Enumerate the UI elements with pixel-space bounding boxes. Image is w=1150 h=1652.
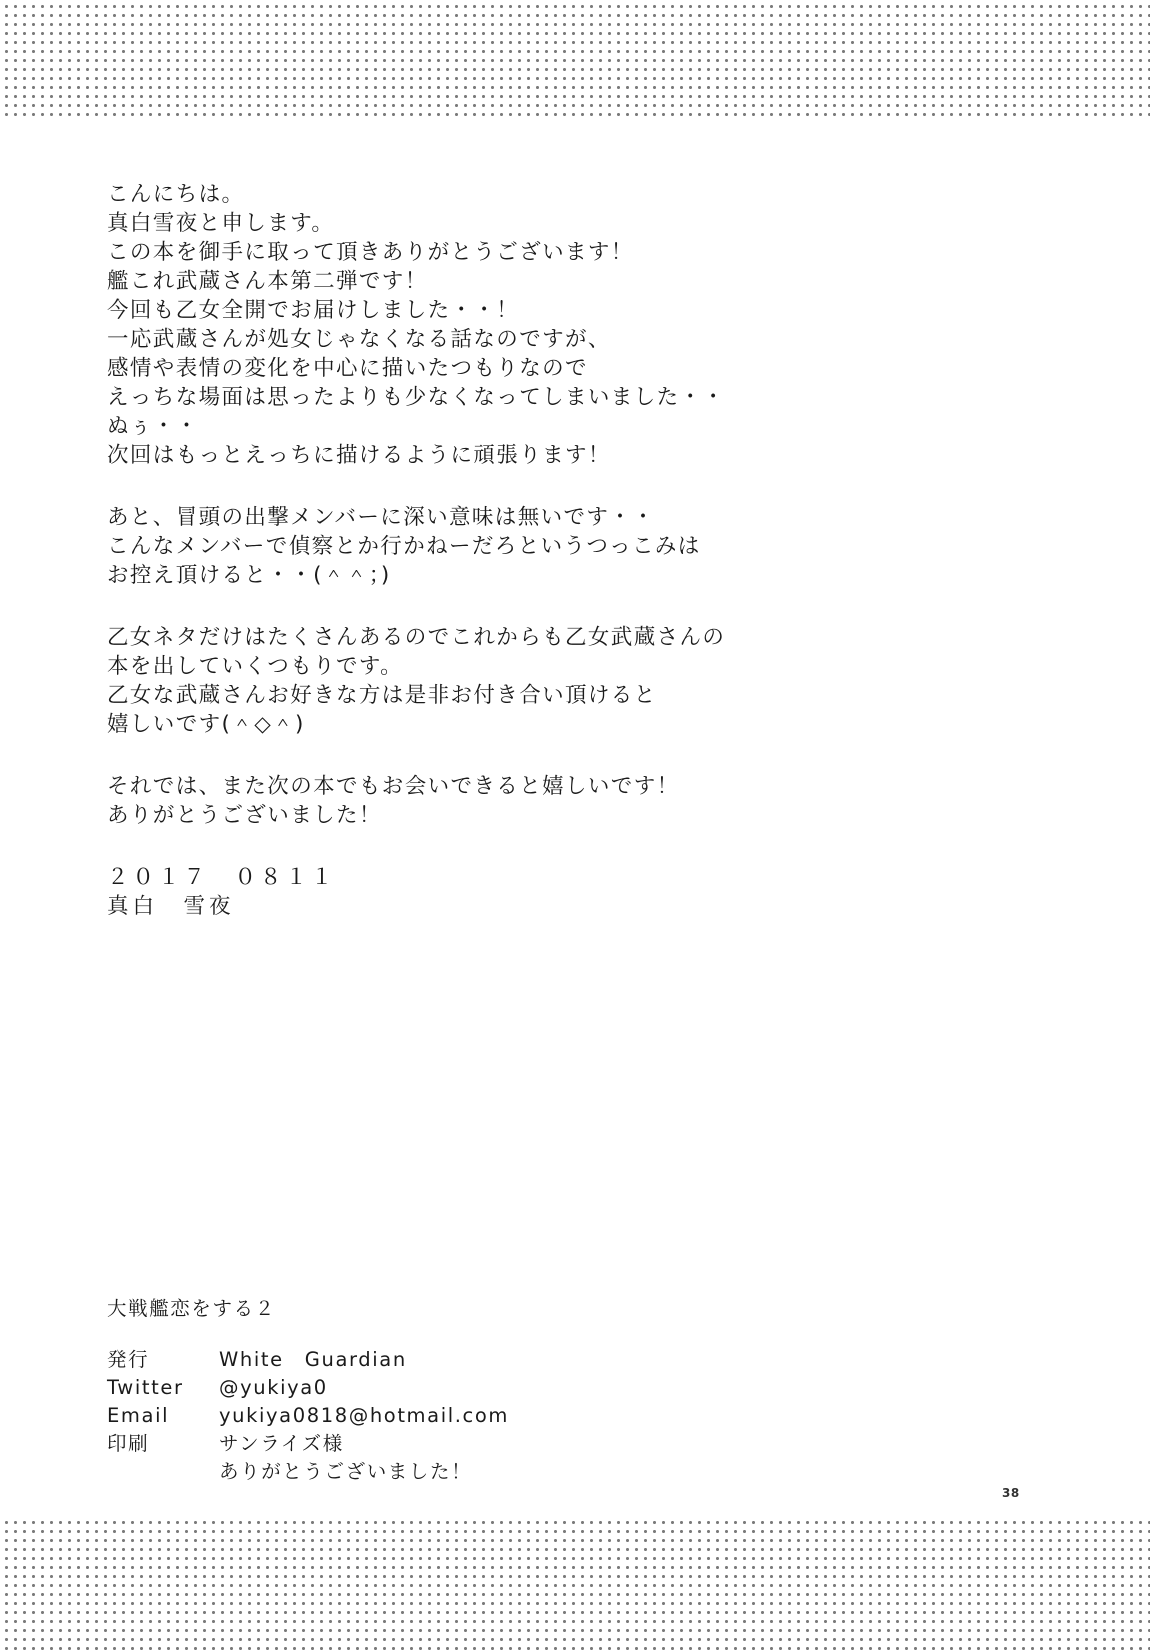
colophon [107, 1294, 807, 1486]
colophon-row-twitter [107, 1374, 807, 1402]
letter-paragraph-4 [107, 772, 1087, 830]
colophon-value: ありがとうございました！ [219, 1460, 473, 1483]
colophon-label: 発行 [107, 1348, 150, 1371]
letter-line: あと、冒頭の出撃メンバーに深い意味は無いです・・ [107, 505, 656, 530]
letter-line: 乙女な武蔵さんお好きな方は是非お付き合い頂けると [107, 683, 657, 708]
colophon-row-thanks [107, 1458, 807, 1486]
letter-line: 今回も乙女全開でお届けしました・・！ [107, 298, 520, 323]
colophon-value: yukiya0818@hotmail.com [219, 1404, 509, 1427]
page-number: 38 [1002, 1486, 1020, 1500]
letter-line: ぬぅ・・ [107, 414, 199, 439]
signature-date: ２０１７ ０８１１ [107, 865, 337, 890]
signature-block [107, 863, 1087, 921]
signature-author: 真白 雪夜 [107, 894, 235, 919]
letter-line: お控え頂けると・・(＾＾；) [107, 563, 391, 588]
letter-line: 一応武蔵さんが処女じゃなくなる話なのですが、 [107, 327, 611, 352]
letter-line: こんなメンバーで偵察とか行かねーだろというつっこみは [107, 534, 701, 559]
letter-line: それでは、また次の本でもお会いできると嬉しいです！ [107, 774, 680, 799]
letter-line: 乙女ネタだけはたくさんあるのでこれからも乙女武蔵さんの [107, 625, 726, 650]
colophon-book-title: 大戦艦恋をする２ [107, 1297, 276, 1320]
letter-paragraph-3 [107, 623, 1087, 739]
letter-line: 本を出していくつもりです。 [107, 654, 403, 679]
colophon-row-printer [107, 1430, 807, 1458]
colophon-label: Twitter [107, 1376, 184, 1399]
letter-line: 真白雪夜と申します。 [107, 211, 335, 236]
letter-line: 感情や表情の変化を中心に描いたつもりなので [107, 356, 588, 381]
colophon-row-publisher [107, 1346, 807, 1374]
colophon-value: @yukiya0 [219, 1376, 328, 1399]
halftone-border-top [0, 0, 1150, 122]
letter-line: 次回はもっとえっちに描けるように頑張ります！ [107, 443, 611, 468]
letter-line: えっちな場面は思ったよりも少なくなってしまいました・・ [107, 385, 726, 410]
letter-line: ありがとうございました！ [107, 803, 382, 828]
colophon-label: Email [107, 1404, 170, 1427]
colophon-label: 印刷 [107, 1432, 150, 1455]
halftone-border-bottom [0, 1516, 1150, 1652]
letter-line: この本を御手に取って頂きありがとうございます！ [107, 240, 634, 265]
colophon-label [107, 1458, 219, 1486]
colophon-row-email [107, 1402, 807, 1430]
colophon-value: White Guardian [219, 1348, 407, 1371]
letter-line: こんにちは。 [107, 182, 245, 207]
letter-line: 艦これ武蔵さん本第二弾です！ [107, 269, 428, 294]
letter-line: 嬉しいです(＾◇＾) [107, 712, 305, 737]
letter-paragraph-2 [107, 503, 1087, 590]
colophon-value: サンライズ様 [219, 1432, 344, 1455]
afterword-letter [107, 180, 1087, 921]
letter-paragraph-1 [107, 180, 1087, 470]
